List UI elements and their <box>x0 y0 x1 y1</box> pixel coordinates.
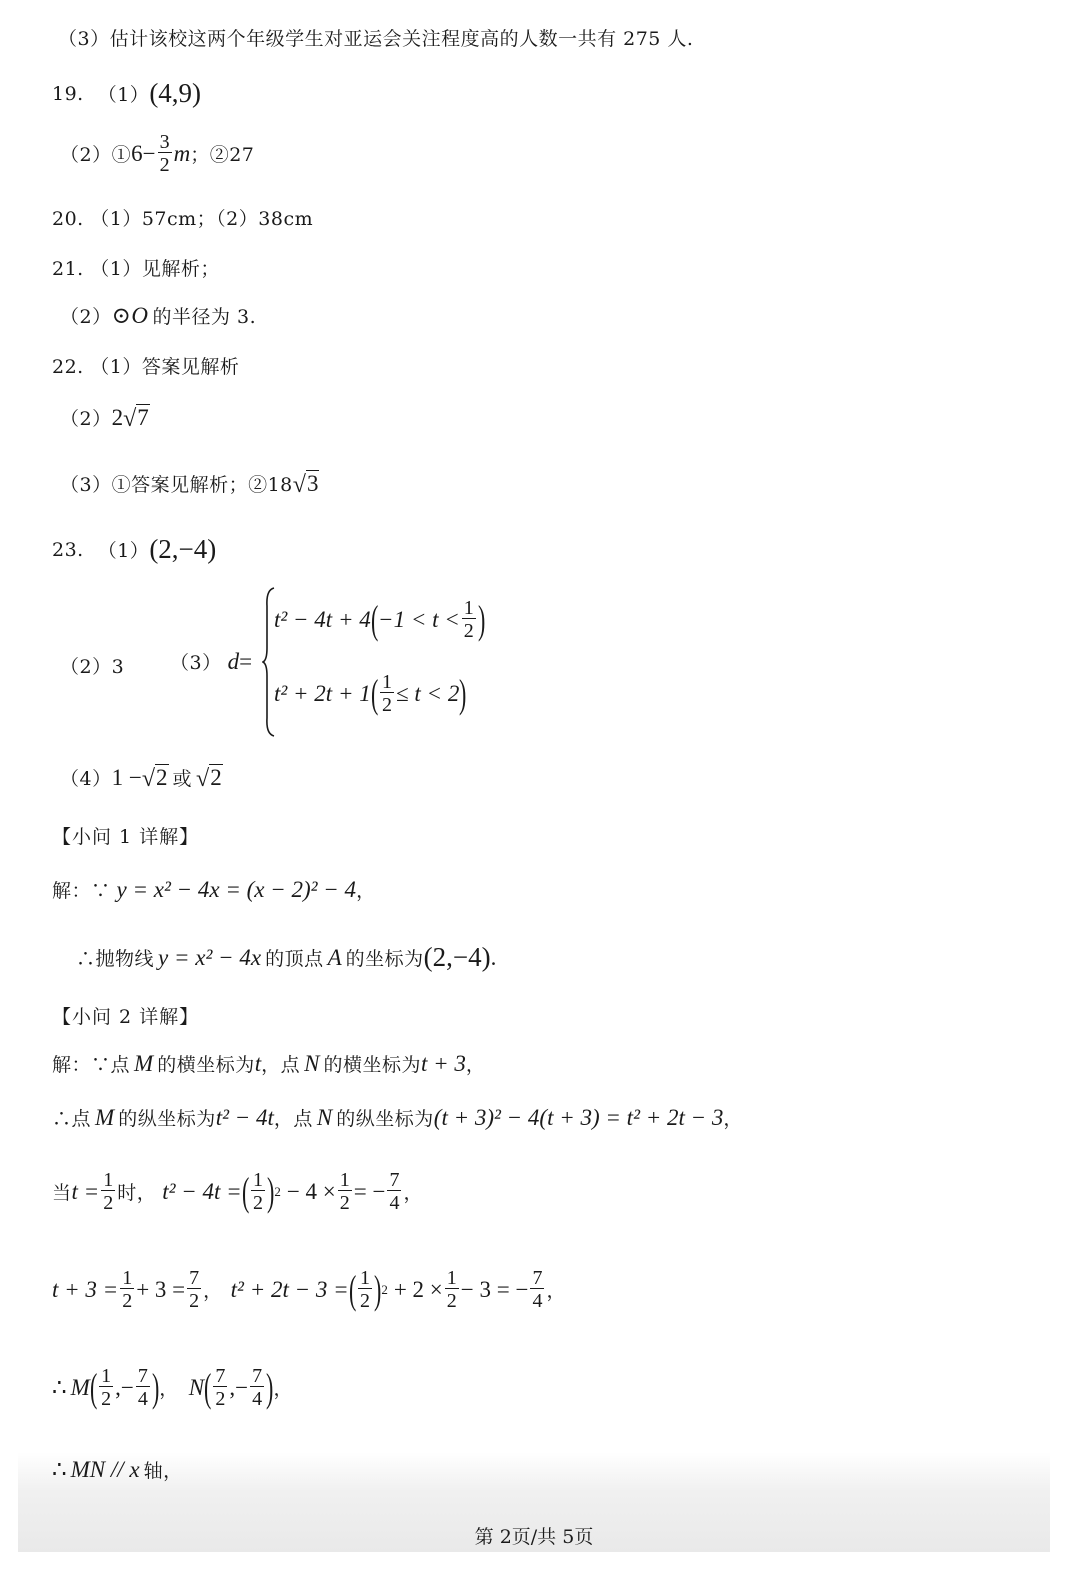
sub1-line1-c: ， <box>356 880 376 902</box>
sub2-l1-b: 的横坐标为 <box>157 1054 255 1076</box>
q18-part3-text: （3）估计该校这两个年级学生对亚运会关注程度高的人数一共有 275 人. <box>58 28 694 50</box>
close-paren: ) <box>373 1266 382 1312</box>
case1-condition: −1 < t < <box>378 606 460 632</box>
q23-part2-text: （2）3 <box>60 656 125 678</box>
fraction <box>530 1268 544 1311</box>
sub1-line1-a: 解：∵ <box>52 880 111 902</box>
open-paren: ( <box>241 1168 250 1214</box>
sub2-l4-b: + 3 = <box>136 1276 186 1302</box>
fraction-denominator: 2 <box>103 1192 114 1214</box>
coord-separator: ,− <box>229 1374 249 1400</box>
sub2-l3-e: = − <box>353 1178 386 1204</box>
fraction-numerator: 7 <box>252 1365 263 1387</box>
q23-part3-label: （3） <box>170 652 222 674</box>
point-m: M <box>70 1374 90 1400</box>
fraction <box>387 1170 401 1213</box>
fraction-numerator: 1 <box>446 1267 457 1289</box>
fraction <box>358 1268 372 1311</box>
sub1-line2-e: 的坐标为 <box>345 948 424 970</box>
fraction <box>213 1366 227 1409</box>
fraction <box>338 1170 352 1213</box>
q23-part4 <box>60 764 223 791</box>
vertex-a: A <box>327 944 342 970</box>
sub2-l4-g: ， <box>546 1280 566 1302</box>
sqrt-symbol: √ 7 <box>123 405 149 432</box>
fraction-numerator: 1 <box>339 1169 350 1191</box>
fraction-numerator: 7 <box>215 1365 226 1387</box>
fraction <box>250 1366 264 1409</box>
sub2-l3-b: 时， <box>117 1182 157 1204</box>
fraction <box>136 1366 150 1409</box>
fraction-denominator: 4 <box>532 1290 543 1312</box>
sub1-title-text: 【小问 1 详解】 <box>52 826 200 848</box>
circle-symbol: ⊙ <box>111 302 132 328</box>
sub2-l2-a: ∴点 <box>52 1108 92 1130</box>
fraction-denominator: 2 <box>122 1290 133 1312</box>
sub2-line1 <box>52 1050 485 1077</box>
sub2-l4-c: ， <box>203 1280 223 1302</box>
sub2-title <box>52 1002 199 1029</box>
fraction-denominator: 2 <box>382 694 393 716</box>
fraction-denominator: 2 <box>359 1290 370 1312</box>
q21-part2-label: （2） <box>60 306 112 328</box>
q21-part2-text: 的半径为 3. <box>152 306 257 328</box>
q22-part3-text: （3）①答案见解析；②18 <box>60 474 293 496</box>
sub2-l3-a: 当 <box>52 1182 72 1204</box>
close-paren: ) <box>266 1168 275 1214</box>
therefore-symbol: ∴ <box>52 1374 67 1400</box>
sub1-line1-eq: y = x² − 4x = (x − 2)² − 4 <box>116 876 357 902</box>
q23-part3 <box>170 648 252 675</box>
therefore-symbol: ∴ <box>52 1456 67 1482</box>
fraction-denominator: 2 <box>215 1388 226 1410</box>
q22-part1 <box>52 352 239 379</box>
q21-part1 <box>52 254 220 281</box>
q23-part2 <box>60 652 124 679</box>
sqrt-symbol: √ 3 <box>292 471 319 498</box>
q23-part4-label: （4） <box>60 768 112 790</box>
sub1-line2-g: . <box>490 944 497 970</box>
fraction-numerator: 1 <box>382 671 393 693</box>
q19-part1-answer: (4,9) <box>149 78 202 108</box>
sub2-line4 <box>52 1268 566 1311</box>
fraction-numerator: 1 <box>122 1267 133 1289</box>
point-n: N <box>304 1050 320 1076</box>
sub2-line2 <box>52 1104 743 1131</box>
fraction-denominator: 4 <box>252 1388 263 1410</box>
fraction-denominator: 4 <box>137 1388 148 1410</box>
sqrt-symbol: √ 2 <box>141 765 168 792</box>
q19-part2-m: m <box>173 140 191 166</box>
case1-fraction <box>462 598 476 641</box>
q23-number: 23. <box>52 538 84 561</box>
fraction <box>101 1170 115 1213</box>
q20 <box>52 204 313 231</box>
sub2-l6-c: 轴， <box>143 1460 183 1482</box>
piecewise-case-2 <box>274 672 467 715</box>
q19-part2-label: （2）① <box>60 144 132 166</box>
fraction <box>445 1268 459 1311</box>
fraction-numerator: 7 <box>532 1267 543 1289</box>
close-paren: ) <box>266 1364 274 1410</box>
sub2-l2-b: 的纵坐标为 <box>118 1108 216 1130</box>
sub2-l5-c: ， <box>273 1378 293 1400</box>
exponent: 2 <box>274 1183 281 1199</box>
open-paren: ( <box>204 1364 212 1410</box>
sub2-l2-g: ， <box>723 1108 743 1130</box>
q22-part1-text: 22. （1）答案见解析 <box>52 356 240 378</box>
page-number: 第 2页/共 5页 <box>474 1526 594 1548</box>
q22-part2-coef: 2 <box>111 404 124 430</box>
fraction-numerator: 7 <box>189 1267 200 1289</box>
sub2-l4-a: t + 3 = <box>52 1276 119 1302</box>
q23-part3-d: d <box>227 648 240 674</box>
coord-separator: ,− <box>115 1374 134 1400</box>
sub2-line6 <box>52 1456 183 1483</box>
q19-part2-minus: − <box>142 140 156 166</box>
close-paren: ) <box>459 670 467 716</box>
q22-part2-label: （2） <box>60 408 112 430</box>
fraction-numerator: 1 <box>359 1267 370 1289</box>
q23-part4-a: 1 − <box>111 764 142 790</box>
fraction-denominator: 4 <box>389 1192 400 1214</box>
vertex-coordinates: (2,−4) <box>423 942 491 972</box>
fraction-denominator: 2 <box>253 1192 263 1214</box>
fraction-numerator: 7 <box>137 1365 148 1387</box>
point-m: M <box>95 1104 115 1130</box>
q23-part3-eq: = <box>239 648 253 674</box>
fraction-numerator: 1 <box>253 1169 263 1191</box>
sub2-l2-c: t² − 4t <box>215 1104 274 1130</box>
sub2-l3-f: ， <box>403 1182 423 1204</box>
case2-fraction <box>380 672 394 715</box>
sub2-line3 <box>52 1170 423 1213</box>
q20-text: 20. （1）57cm；（2）38cm <box>52 208 314 230</box>
radicand: 3 <box>306 471 319 496</box>
sub2-title-text: 【小问 2 详解】 <box>52 1006 200 1028</box>
sub2-l2-f: (t + 3)² − 4(t + 3) = t² + 2t − 3 <box>433 1104 724 1130</box>
q19-part2-a: 6 <box>131 140 143 166</box>
q22-part2 <box>60 404 150 431</box>
fraction-numerator: 3 <box>159 131 170 153</box>
open-paren: ( <box>89 1364 98 1410</box>
piecewise-case-1 <box>274 598 485 641</box>
sub1-line2-a: ∴抛物线 <box>76 948 155 970</box>
exponent: 2 <box>381 1281 388 1297</box>
q22-part3 <box>60 470 319 497</box>
q23-part1 <box>52 534 216 565</box>
q18-part3 <box>58 24 693 51</box>
q19-part2-fraction <box>158 132 172 175</box>
point-m: M <box>134 1050 154 1076</box>
fraction <box>99 1366 113 1409</box>
sub2-l4-d: t² + 2t − 3 = <box>230 1276 349 1302</box>
close-paren: ) <box>151 1364 160 1410</box>
sub2-l5-b: ， <box>159 1378 179 1400</box>
sub2-l1-f: ， <box>465 1054 486 1076</box>
sub2-l1-e: t + 3 <box>420 1050 466 1076</box>
fraction <box>187 1268 201 1311</box>
q23-part4-or: 或 <box>172 768 193 790</box>
open-paren: ( <box>370 670 379 716</box>
sub2-l1-d: 的横坐标为 <box>323 1054 421 1076</box>
fraction-numerator: 7 <box>389 1169 400 1191</box>
case2-condition: ≤ t < 2 <box>396 680 460 706</box>
sub2-l2-d: ，点 <box>273 1108 313 1130</box>
fraction-denominator: 2 <box>446 1290 457 1312</box>
circle-center-o: O <box>131 302 149 328</box>
sqrt-symbol: √ 2 <box>196 765 222 792</box>
q19-part2-rest: ；②27 <box>190 144 255 166</box>
fraction-numerator: 1 <box>103 1169 114 1191</box>
case2-expression: t² + 2t + 1 <box>274 680 371 706</box>
sub2-l3-c: t² − 4t = <box>162 1178 242 1204</box>
fraction-denominator: 2 <box>339 1192 350 1214</box>
sub2-l6-b: MN // x <box>70 1456 140 1482</box>
fraction-numerator: 1 <box>463 597 474 619</box>
fraction-denominator: 2 <box>189 1290 200 1312</box>
fraction-denominator: 2 <box>463 620 474 642</box>
fraction-denominator: 2 <box>159 154 170 176</box>
sub1-line2-eq: y = x² − 4x <box>158 944 262 970</box>
q21-part1-text: 21. （1）见解析； <box>52 258 220 280</box>
radicand: 7 <box>137 405 149 430</box>
q19-part2 <box>60 132 254 175</box>
sub1-line1 <box>52 876 376 903</box>
sub2-l4-e: + 2 × <box>393 1276 443 1302</box>
radicand: 2 <box>156 765 168 790</box>
sub1-title <box>52 822 199 849</box>
q23-part1-label: （1） <box>97 540 150 562</box>
sub1-line2-c: 的顶点 <box>265 948 324 970</box>
sub2-l3-t: t = <box>71 1178 100 1204</box>
point-n: N <box>316 1104 333 1130</box>
sub2-line5 <box>52 1366 293 1409</box>
fraction <box>251 1170 265 1213</box>
sub2-l1-c: ，点 <box>261 1054 301 1076</box>
q23-part1-answer: (2,−4) <box>149 534 217 564</box>
sub2-l3-d: − 4 × <box>286 1178 336 1204</box>
q19-part1 <box>52 78 201 109</box>
sub1-line2 <box>76 942 496 973</box>
fraction-denominator: 2 <box>101 1388 112 1410</box>
fraction-numerator: 1 <box>101 1365 112 1387</box>
sub2-l4-f: − 3 = − <box>460 1276 529 1302</box>
radicand: 2 <box>210 765 222 790</box>
q19-number: 19. <box>52 82 84 105</box>
q19-part1-label: （1） <box>97 84 150 106</box>
close-paren: ) <box>477 596 486 642</box>
var-t: t <box>254 1050 262 1076</box>
open-paren: ( <box>348 1266 356 1312</box>
point-n: N <box>188 1374 205 1400</box>
sub2-l2-e: 的纵坐标为 <box>336 1108 434 1130</box>
sub2-l1-a: 解：∵点 <box>52 1054 131 1076</box>
case1-expression: t² − 4t + 4 <box>274 606 371 632</box>
q21-part2 <box>60 302 256 329</box>
fraction <box>120 1268 134 1311</box>
open-paren: ( <box>370 596 379 642</box>
